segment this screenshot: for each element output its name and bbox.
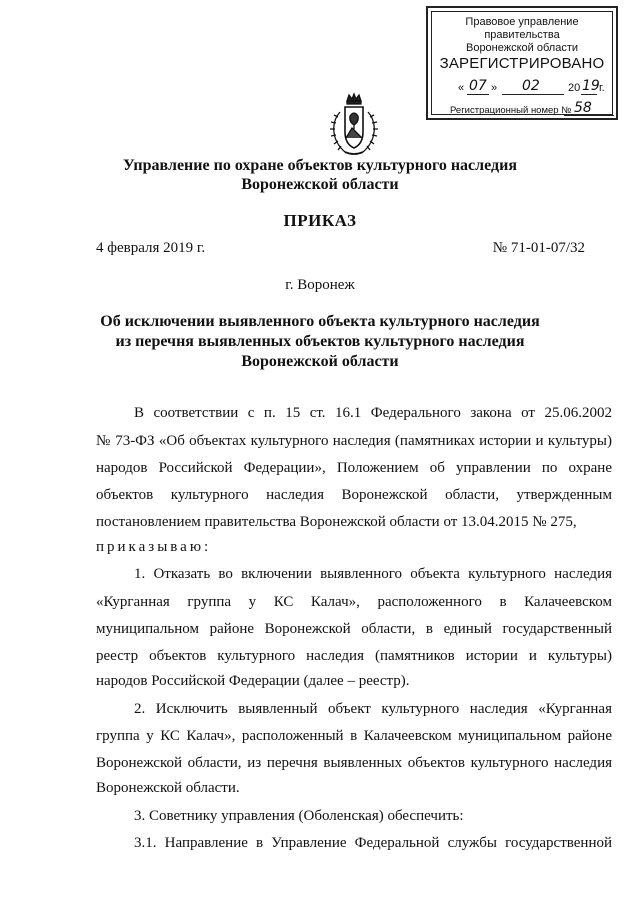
coat-of-arms-icon <box>325 92 383 158</box>
registration-stamp <box>426 6 618 120</box>
stamp-year-unit: г. <box>599 82 605 94</box>
stamp-year-suffix: 19 <box>582 78 600 94</box>
body-line: народов Российской Федерации (далее – реестр). <box>96 673 410 689</box>
body-line: Воронежской области, из перечня выявленных объектов культурного наследия <box>96 755 612 771</box>
body-line: Воронежской области. <box>96 780 240 796</box>
order-subject-line-3: Воронежской области <box>241 353 399 370</box>
body-line: народов Российской Федерации», Положением об управлении по охране <box>96 460 612 476</box>
document-type-title: ПРИКАЗ <box>283 211 357 230</box>
body-line: 3. Советнику управления (Оболенская) обеспечить: <box>134 808 464 824</box>
body-line: постановлением правительства Воронежской области от 13.04.2015 № 275, <box>96 514 577 530</box>
body-line: объектов культурного наследия Воронежской области, утвержденным <box>96 487 612 503</box>
body-line: «Курганная группа у КС Калач», расположенного в Калачеевском <box>96 594 612 610</box>
organization-name-line-1: Управление по охране объектов культурного наследия <box>123 157 517 174</box>
stamp-year-underline <box>581 94 597 95</box>
body-line: группа у КС Калач», расположенный в Калачеевском муниципальном районе <box>96 728 612 744</box>
body-line: В соответствии с п. 15 ст. 16.1 Федерального закона от 25.06.2002 <box>134 405 612 421</box>
order-subject <box>0 312 640 372</box>
stamp-org-line-1: Правовое управление правительства <box>465 16 579 41</box>
order-city: г. Воронеж <box>285 277 355 293</box>
body-line: реестр объектов культурного наследия (памятников истории и культуры) <box>96 648 612 664</box>
stamp-org-line-2: Воронежской области <box>465 42 578 54</box>
order-number: № 71-01-07/32 <box>492 240 585 256</box>
order-subject-line-1: Об исключении выявленного объекта культурного наследия <box>100 313 540 330</box>
body-line: муниципальном районе Воронежской области, в единый государственный <box>96 621 612 637</box>
order-date: 4 февраля 2019 г. <box>96 240 206 256</box>
stamp-inner-border <box>431 11 613 115</box>
stamp-day-underline <box>467 94 489 95</box>
stamp-month-underline <box>502 94 564 95</box>
organization-name <box>0 156 640 194</box>
stamp-quote-open: « <box>458 82 465 94</box>
stamp-day: 07 <box>469 78 487 94</box>
stamp-date-line <box>458 78 605 98</box>
order-subject-line-2: из перечня выявленных объектов культурного наследия <box>115 333 525 350</box>
stamp-reg-label: Регистрационный номер № <box>450 105 572 116</box>
stamp-reg-number: 58 <box>574 100 592 116</box>
body-line: 3.1. Направление в Управление Федеральной службы государственной <box>134 835 612 851</box>
stamp-registered-label: ЗАРЕГИСТРИРОВАНО <box>439 55 605 72</box>
organization-name-line-2: Воронежской области <box>241 176 399 193</box>
body-line-order-verb: приказываю: <box>96 539 212 555</box>
stamp-organization <box>432 16 612 55</box>
stamp-month: 02 <box>522 78 540 94</box>
body-line: № 73-ФЗ «Об объектах культурного наследия (памятниках истории и культуры) <box>96 433 612 449</box>
stamp-number-line <box>450 100 604 119</box>
body-line: 1. Отказать во включении выявленного объекта культурного наследия <box>134 566 612 582</box>
body-line: 2. Исключить выявленный объект культурного наследия «Курганная <box>134 701 612 717</box>
stamp-quote-close: » <box>491 82 498 94</box>
stamp-year-prefix: 20 <box>568 82 581 94</box>
